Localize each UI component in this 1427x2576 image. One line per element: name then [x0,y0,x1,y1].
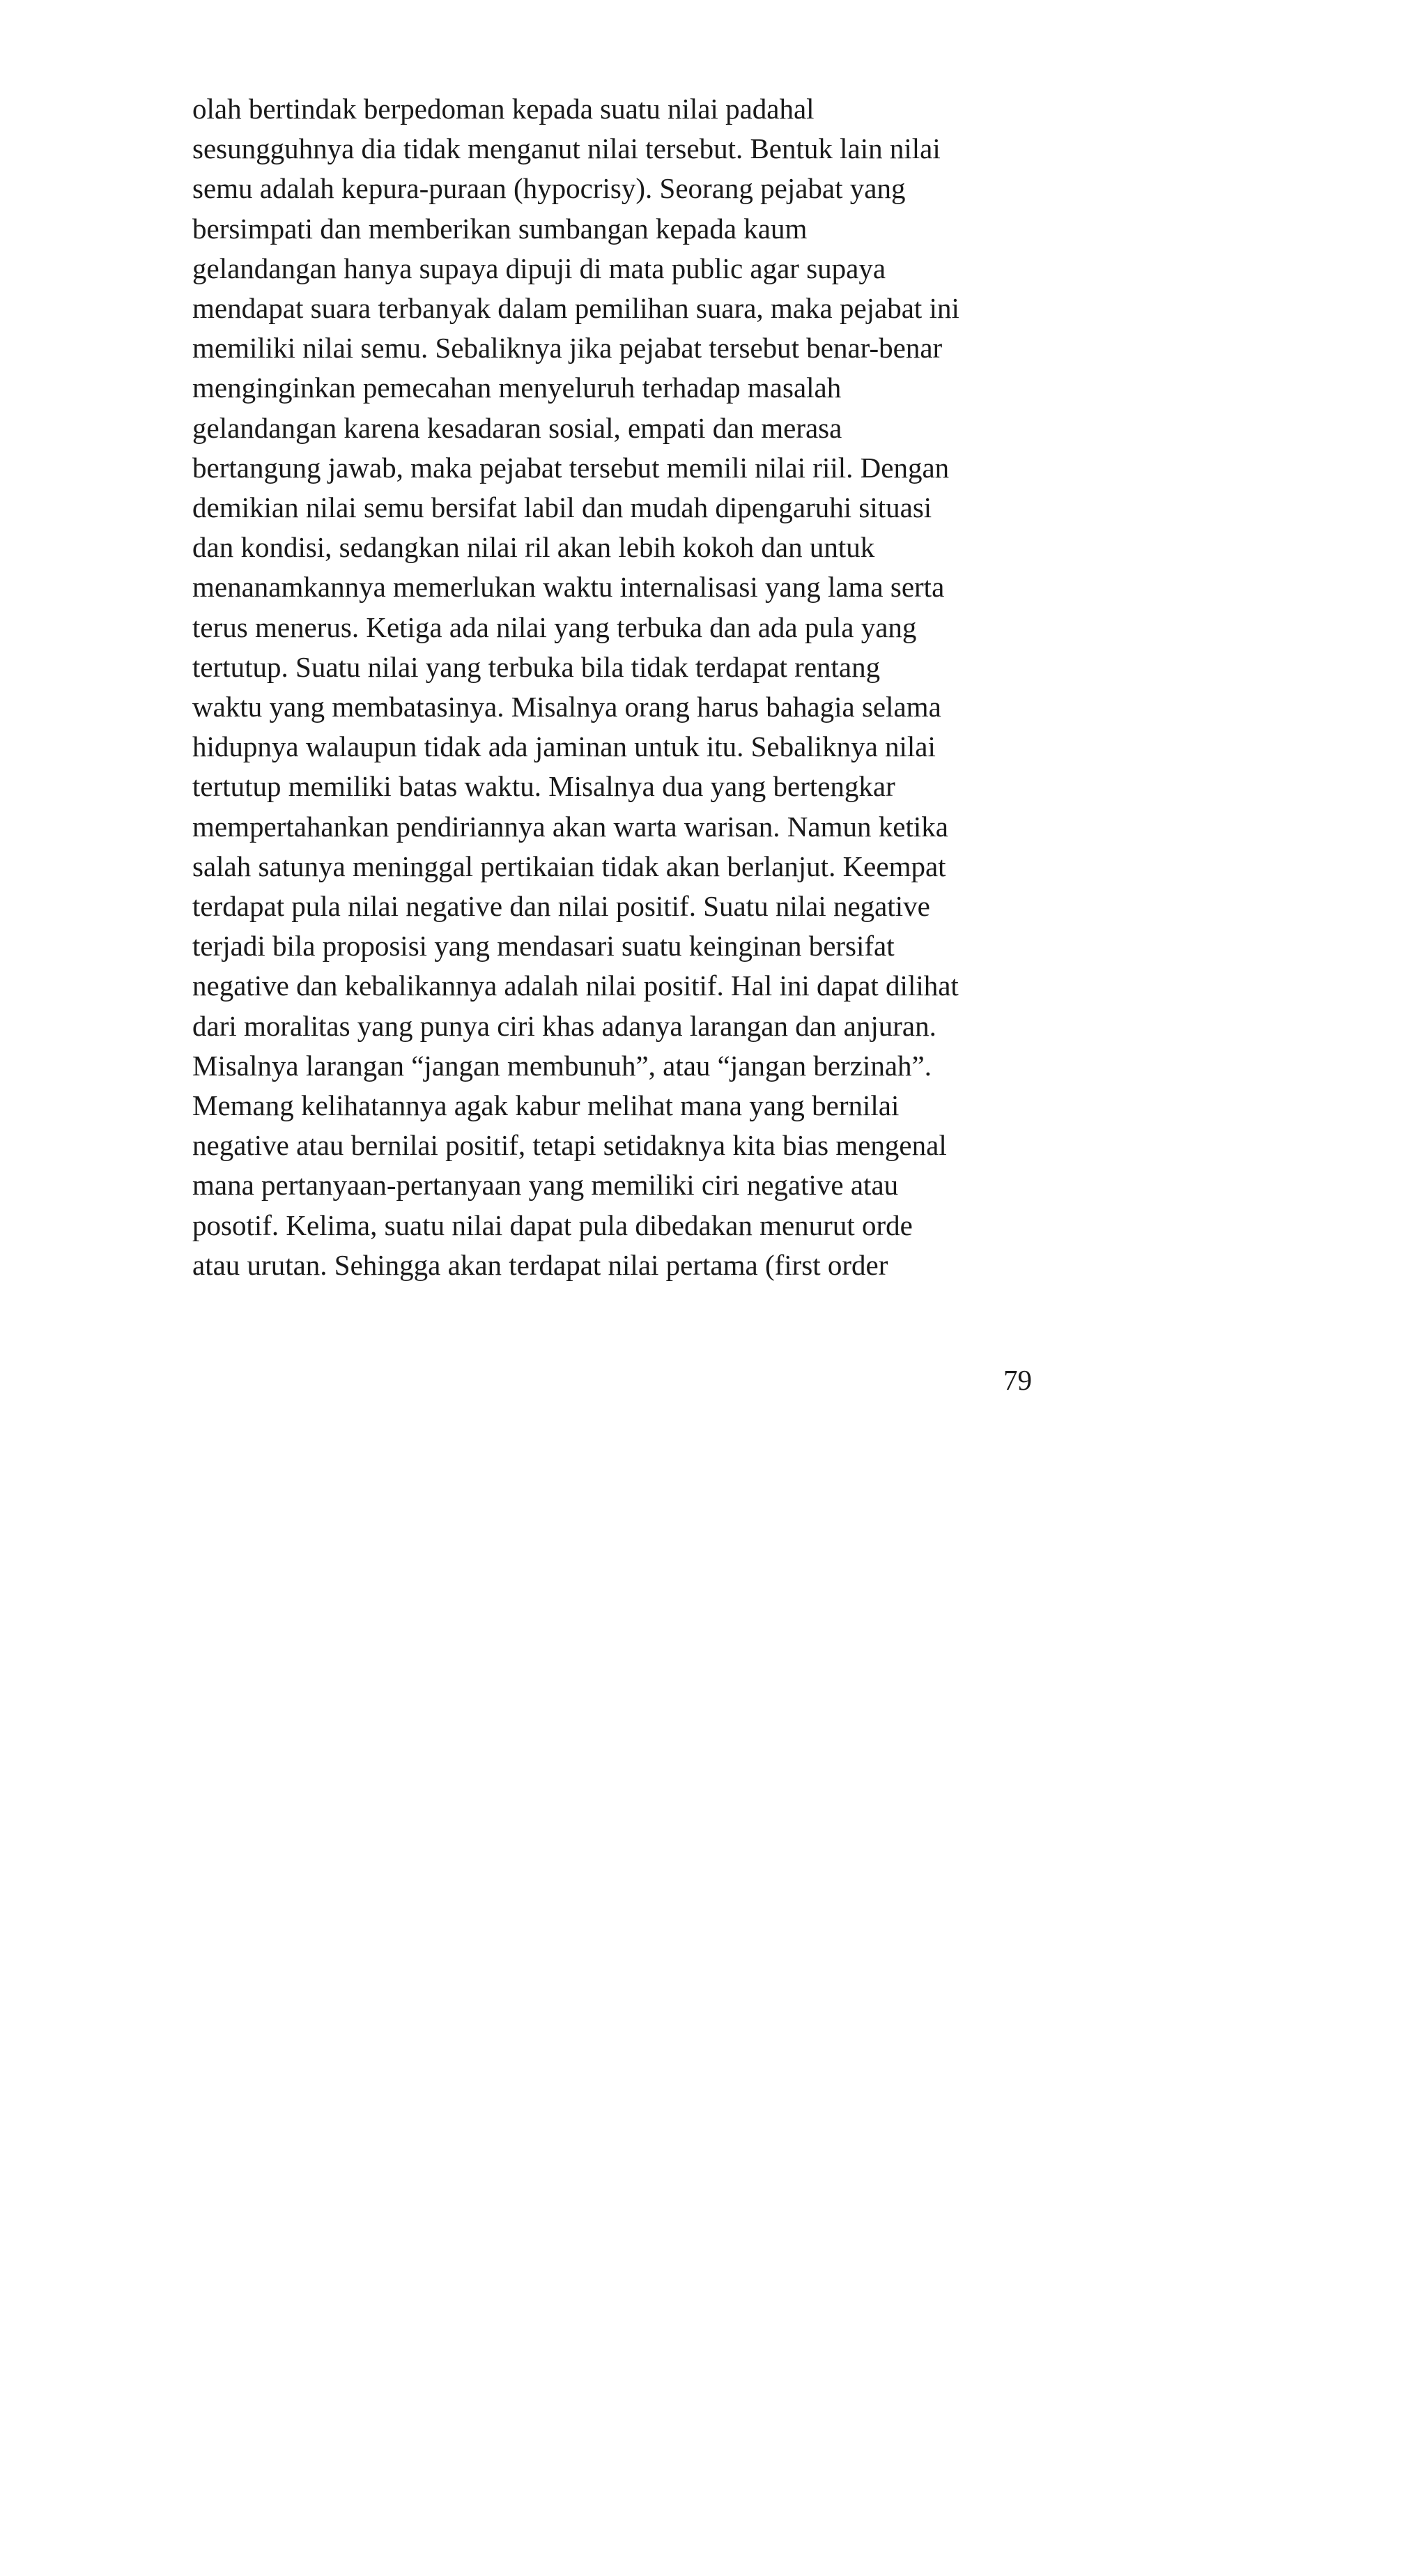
text-line: mempertahankan pendiriannya akan warta warisan. Namun ketika [192,810,948,843]
text-line: Memang kelihatannya agak kabur melihat mana yang bernilai [192,1089,900,1122]
text-line: semu adalah kepura-puraan (hypocrisy). Seorang pejabat yang [192,172,906,205]
text-line: bersimpati dan memberikan sumbangan kepada kaum [192,212,808,245]
text-line: posotif. Kelima, suatu nilai dapat pula dibedakan menurut orde [192,1209,913,1241]
text-line: mendapat suara terbanyak dalam pemilihan suara, maka pejabat ini [192,292,959,325]
text-line: demikian nilai semu bersifat labil dan mudah dipengaruhi situasi [192,491,932,524]
text-line: waktu yang membatasinya. Misalnya orang harus bahagia selama [192,691,941,723]
text-line: memiliki nilai semu. Sebaliknya jika pejabat tersebut benar-benar [192,332,943,365]
text-line: negative atau bernilai positif, tetapi setidaknya kita bias mengenal [192,1129,947,1162]
text-line: atau urutan. Sehingga akan terdapat nilai pertama (first order [192,1248,888,1281]
text-line: olah bertindak berpedoman kepada suatu nilai padahal [192,93,815,125]
text-line: negative dan kebalikannya adalah nilai positif. Hal ini dapat dilihat [192,969,959,1002]
text-line: terjadi bila proposisi yang mendasari suatu keinginan bersifat [192,930,895,963]
text-line: gelandangan hanya supaya dipuji di mata public agar supaya [192,252,886,284]
text-line: terdapat pula nilai negative dan nilai positif. Suatu nilai negative [192,890,930,923]
text-line: menginginkan pemecahan menyeluruh terhadap masalah [192,371,842,404]
text-line: gelandangan karena kesadaran sosial, empati dan merasa [192,411,842,444]
text-line: mana pertanyaan-pertanyaan yang memiliki ciri negative atau [192,1169,899,1202]
text-line: tertutup. Suatu nilai yang terbuka bila tidak terdapat rentang [192,650,881,683]
text-line: dan kondisi, sedangkan nilai ril akan lebih kokoh dan untuk [192,531,875,564]
text-line: bertangung jawab, maka pejabat tersebut memili nilai riil. Dengan [192,451,950,484]
text-line: terus menerus. Ketiga ada nilai yang terbuka dan ada pula yang [192,611,917,643]
text-line: tertutup memiliki batas waktu. Misalnya dua yang bertengkar [192,770,895,803]
text-line: salah satunya meninggal pertikaian tidak akan berlanjut. Keempat [192,850,946,882]
text-line: sesungguhnya dia tidak menganut nilai tersebut. Bentuk lain nilai [192,132,941,165]
text-line: hidupnya walaupun tidak ada jaminan untuk itu. Sebaliknya nilai [192,730,936,763]
text-line: dari moralitas yang punya ciri khas adanya larangan dan anjuran. [192,1009,936,1042]
body-text [192,89,1063,1285]
text-line: Misalnya larangan “jangan membunuh”, atau “jangan berzinah”. [192,1049,932,1082]
text-line: menanamkannya memerlukan waktu internalisasi yang lama serta [192,571,945,604]
page-number: 79 [1003,1364,1032,1396]
